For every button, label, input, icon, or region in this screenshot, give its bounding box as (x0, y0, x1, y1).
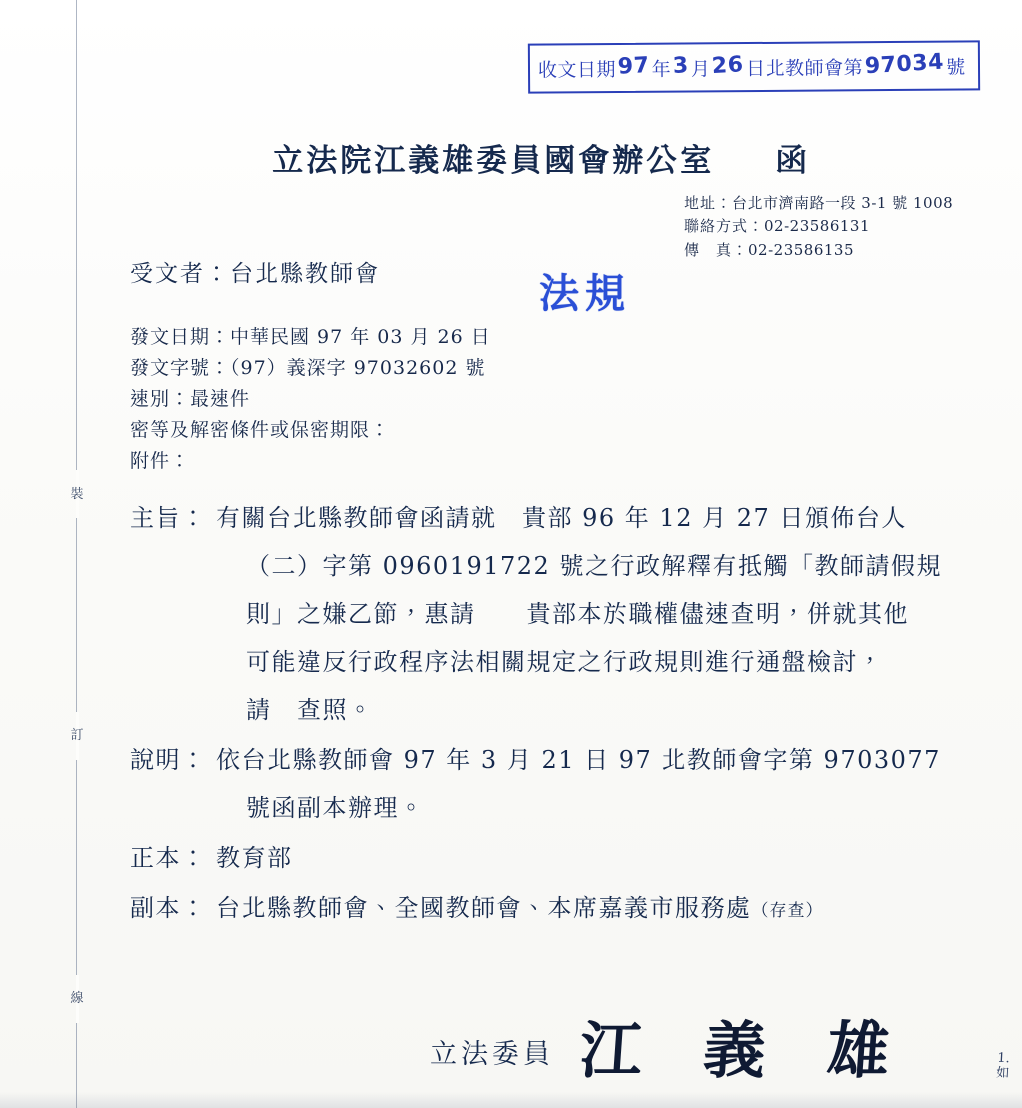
received-stamp-number: 97034 (864, 49, 945, 79)
section-body (216, 736, 980, 832)
body-section (130, 736, 990, 832)
received-stamp-month: 3 (672, 52, 690, 79)
signature-row (430, 1014, 912, 1087)
contact-address-label: 地址： (684, 194, 733, 212)
section-body (216, 494, 980, 734)
page-title-office: 立法院江義雄委員國會辦公室 (272, 143, 715, 179)
section-line: 台北縣教師會、全國教師會、本席嘉義市服務處（存查） (216, 894, 824, 922)
meta-list (130, 322, 491, 477)
body-section (130, 494, 990, 734)
received-stamp-prefix: 收文日期 (537, 58, 617, 82)
page-bottom-edge (0, 1092, 1022, 1108)
section-line: 號函副本辦理。 (246, 794, 425, 822)
section-body (216, 834, 980, 882)
section-note: （存查） (751, 901, 824, 921)
received-stamp-year-suffix: 年 (651, 58, 672, 81)
margin-note: 1. 如 (995, 1050, 1011, 1082)
section-line: 則」之嫌乙節，惠請 貴部本於職權儘速查明，併就其他 (246, 600, 909, 628)
signature-label: 立法委員 (430, 1038, 554, 1070)
meta-row: 密等及解密條件或保密期限： (130, 419, 391, 441)
contact-phone-value: 02-23586131 (764, 217, 871, 236)
contact-address-value: 台北市濟南路一段 3-1 號 1008 (732, 194, 954, 212)
section-body (216, 884, 980, 935)
section-line: 依台北縣教師會 97 年 3 月 21 日 97 北教師會字第 9703077 (216, 746, 941, 774)
page-title-type: 函 (775, 143, 810, 179)
contact-phone-row (684, 215, 953, 238)
contact-fax-row (684, 239, 953, 262)
contact-block (684, 192, 953, 262)
body-section (130, 834, 990, 882)
section-label: 說明： (130, 746, 207, 774)
contact-address-row (684, 192, 953, 215)
section-label: 主旨： (130, 504, 207, 532)
section-line: 教育部 (216, 844, 293, 872)
received-stamp-month-suffix: 月 (690, 57, 711, 80)
section-label: 正本： (130, 844, 207, 872)
category-stamp: 法規 (539, 270, 631, 317)
fold-mark-ding: 訂 (70, 728, 84, 743)
signature-name: 江 義 雄 (577, 1014, 912, 1087)
contact-phone-label: 聯絡方式： (684, 217, 765, 236)
section-line: 請 查照。 (246, 696, 374, 724)
meta-row: 速別：最速件 (130, 388, 251, 410)
received-stamp-day-suffix: 日 (746, 57, 766, 80)
received-stamp (528, 40, 980, 93)
fold-mark-xian: 線 (70, 991, 84, 1006)
body-sections (130, 494, 990, 937)
recipient-value: 台北縣教師會 (230, 261, 380, 287)
section-line: （二）字第 0960191722 號之行政解釋有抵觸「教師請假規 (246, 552, 942, 580)
meta-row: 附件： (130, 450, 191, 472)
recipient-label: 受文者： (130, 261, 230, 287)
section-label: 副本： (130, 894, 207, 922)
section-line: 可能違反行政程序法相關規定之行政規則進行通盤檢討， (246, 648, 884, 676)
recipient-row (130, 255, 380, 288)
received-stamp-org: 北教師會第 (765, 56, 864, 80)
page-title (0, 135, 1022, 180)
meta-row: 發文字號：（97）義深字 97032602 號 (130, 357, 486, 379)
meta-row: 發文日期：中華民國 97 年 03 月 26 日 (130, 326, 491, 348)
received-stamp-year: 97 (617, 52, 651, 80)
fold-mark-zhuang: 裝 (70, 487, 84, 502)
body-section (130, 884, 990, 935)
contact-fax-value: 02-23586135 (748, 240, 855, 259)
section-line: 有關台北縣教師會函請就 貴部 96 年 12 月 27 日頒佈台人 (216, 504, 907, 532)
received-stamp-day: 26 (711, 51, 745, 79)
received-stamp-suffix: 號 (946, 56, 966, 79)
contact-fax-label: 傳 真： (684, 240, 749, 259)
